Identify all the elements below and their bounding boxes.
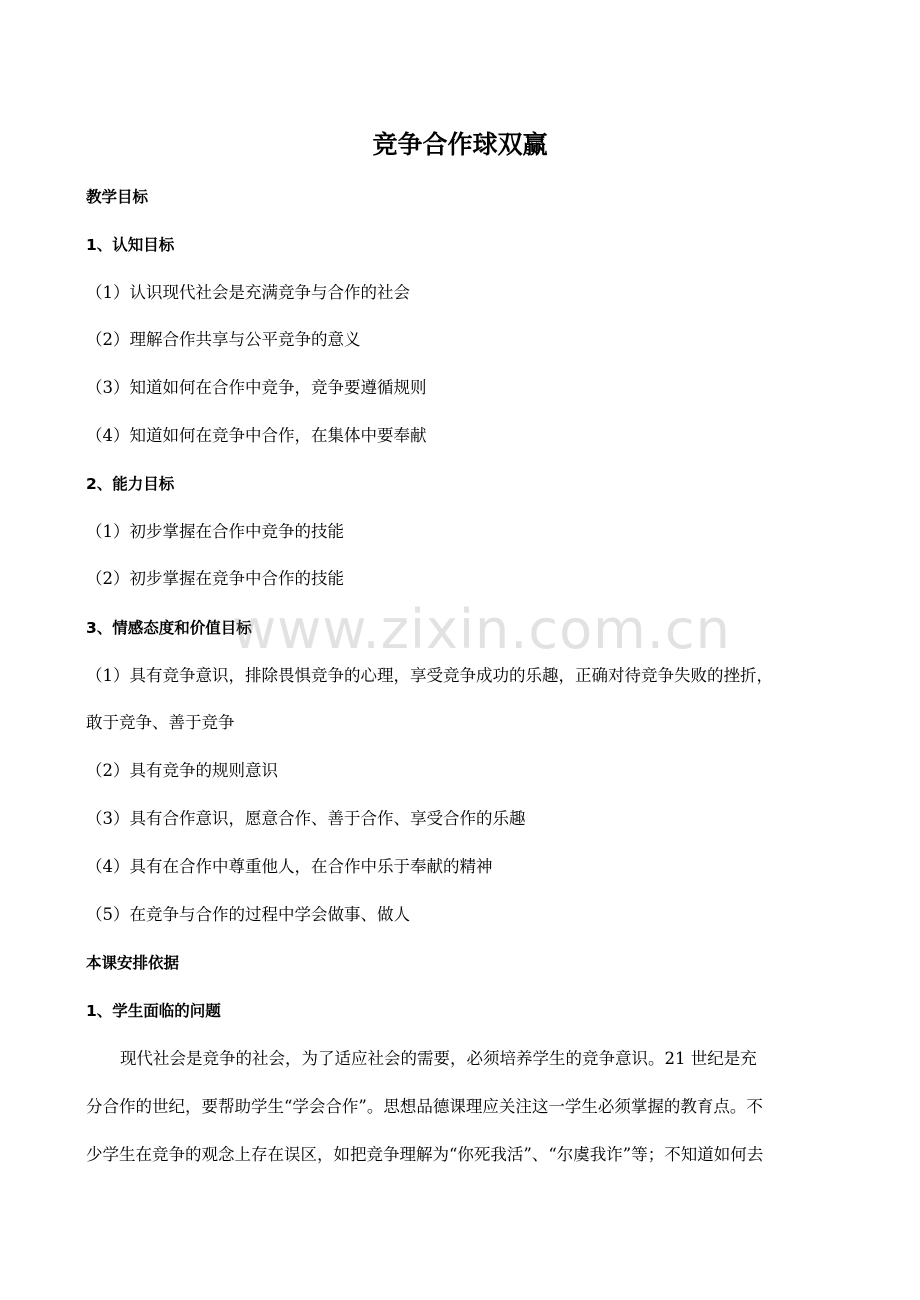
list-item: （3）知道如何在合作中竞争，竞争要遵循规则 — [86, 378, 427, 397]
list-item: （1）认识现代社会是充满竞争与合作的社会 — [86, 283, 410, 302]
list-item: （3）具有合作意识，愿意合作、善于合作、享受合作的乐趣 — [86, 809, 526, 828]
section-heading-teaching-goals: 教学目标 — [86, 188, 149, 206]
document-title: 竞争合作球双赢 — [372, 130, 548, 159]
subheading-student-problems: 1、学生面临的问题 — [86, 1002, 221, 1020]
list-item: （2）初步掌握在竞争中合作的技能 — [86, 569, 344, 588]
paragraph-line: 少学生在竞争的观念上存在误区，如把竞争理解为“你死我活”、“尔虞我诈”等；不知道如何去 — [86, 1145, 764, 1164]
list-item: （5）在竞争与合作的过程中学会做事、做人 — [86, 905, 410, 924]
list-item: （4）知道如何在竞争中合作，在集体中要奉献 — [86, 426, 427, 445]
list-item: （2）具有竞争的规则意识 — [86, 761, 278, 780]
list-item: （4）具有在合作中尊重他人，在合作中乐于奉献的精神 — [86, 857, 493, 876]
subheading-emotion-goals: 3、情感态度和价值目标 — [86, 619, 252, 637]
list-item: （1）初步掌握在合作中竞争的技能 — [86, 522, 344, 541]
paragraph-line: 分合作的世纪，要帮助学生“学会合作”。思想品德课理应关注这一学生必须掌握的教育点。不 — [86, 1097, 763, 1116]
list-item: （1）具有竞争意识，排除畏惧竞争的心理，享受竞争成功的乐趣，正确对待竞争失败的挫折， — [86, 666, 773, 685]
subheading-ability-goals: 2、能力目标 — [86, 475, 175, 493]
section-heading-course-basis: 本课安排依据 — [86, 954, 180, 972]
watermark-text: www.zixin.com.cn — [232, 598, 731, 661]
list-item-continuation: 敢于竞争、善于竞争 — [86, 713, 235, 732]
subheading-cognitive-goals: 1、认知目标 — [86, 236, 175, 254]
paragraph-line: 现代社会是竞争的社会，为了适应社会的需要，必须培养学生的竞争意识。21 世纪是充 — [120, 1049, 757, 1068]
list-item: （2）理解合作共享与公平竞争的意义 — [86, 330, 361, 349]
